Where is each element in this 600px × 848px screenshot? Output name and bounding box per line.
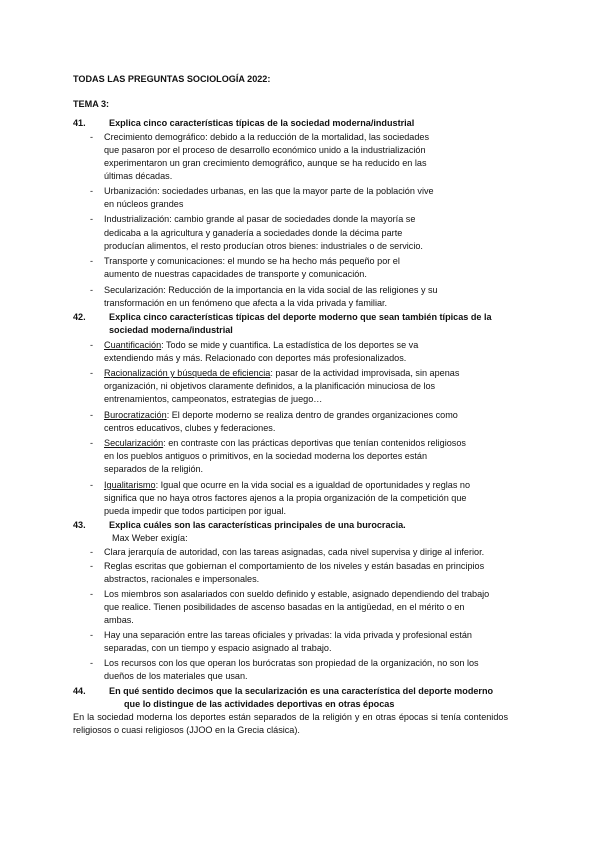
document-title: TODAS LAS PREGUNTAS SOCIOLOGÍA 2022: — [73, 74, 271, 84]
list-item-line: dueños de los materiales que usan. — [104, 671, 248, 681]
bullet-dash: - — [90, 438, 94, 448]
term-label: Cuantificación — [104, 340, 162, 350]
list-item-line: Secularización: en contraste con las prácticas deportivas que tenían contenidos religiosos — [104, 438, 466, 448]
list-item-line: pueda impedir que todos participen por igual. — [104, 506, 286, 516]
list-item-line: Hay una separación entre las tareas oficiales y privadas: la vida privada y profesional están — [104, 630, 472, 640]
term-label: Secularización — [104, 438, 164, 448]
question-text: Explica cinco características típicas del deporte moderno que sean también típicas de la — [109, 312, 492, 322]
list-item-line: experimentaron un gran crecimiento demográfico, aunque se ha reducido en las — [104, 158, 427, 168]
term-label: Racionalización y búsqueda de eficiencia — [104, 368, 271, 378]
term-label: Burocratización — [104, 410, 167, 420]
list-item-line: Urbanización: sociedades urbanas, en las que la mayor parte de la población vive — [104, 186, 434, 196]
list-item-line: en núcleos grandes — [104, 199, 184, 209]
bullet-dash: - — [90, 561, 94, 571]
question-text: Explica cinco características típicas de la sociedad moderna/industrial — [109, 118, 415, 128]
list-item-line: Crecimiento demográfico: debido a la reducción de la mortalidad, las sociedades — [104, 132, 430, 142]
bullet-dash: - — [90, 410, 94, 420]
list-item-line: centros educativos, clubes y federaciones. — [104, 423, 276, 433]
list-item-line: dedicaba a la agricultura y ganadería a sociedades donde la décima parte — [104, 228, 403, 238]
answer-paragraph: En la sociedad moderna los deportes están separados de la religión y en otras épocas si tenía contenidos religiosos o cuasi religiosos (JJOO en la Grecia clásica). — [73, 712, 508, 735]
bullet-dash: - — [90, 589, 94, 599]
bullet-dash: - — [90, 214, 94, 224]
list-item-line: significa que no haya otros factores ajenos a la propia organización de la competición que — [104, 493, 467, 503]
list-item-line: Los recursos con los que operan los burócratas son propiedad de la organización, no son los — [104, 658, 479, 668]
list-item-line: Igualitarismo: Igual que ocurre en la vida social es a igualdad de oportunidades y reglas no — [104, 480, 471, 490]
list-item-line: Reglas escritas que gobiernan el comportamiento de los niveles y están basadas en principios — [104, 561, 485, 571]
bullet-dash: - — [90, 547, 94, 557]
bullet-dash: - — [90, 256, 94, 266]
bullet-dash: - — [90, 658, 94, 668]
bullet-dash: - — [90, 186, 94, 196]
list-item-line: Secularización: Reducción de la importancia en la vida social de las religiones y su — [104, 285, 438, 295]
question-number: 42. — [73, 312, 86, 322]
question-text: que lo distingue de las actividades deportivas en otras épocas — [124, 699, 395, 709]
list-item-line: ambas. — [104, 615, 134, 625]
list-item-line: Transporte y comunicaciones: el mundo se ha hecho más pequeño por el — [104, 256, 400, 266]
intro-text: Max Weber exigía: — [112, 533, 188, 543]
list-item-line: separados de la religión. — [104, 464, 204, 474]
bullet-dash: - — [90, 368, 94, 378]
question-number: 41. — [73, 118, 86, 128]
list-item-line: Cuantificación: Todo se mide y cuantifica. La estadística de los deportes se va — [104, 340, 419, 350]
bullet-dash: - — [90, 480, 94, 490]
list-item-line: en los pueblos antiguos o primitivos, en la sociedad moderna los deportes están — [104, 451, 428, 461]
list-item-line: abstractos, racionales e impersonales. — [104, 574, 260, 584]
list-item-line: entrenamientos, campeonatos, estrategias de juego… — [104, 394, 323, 404]
bullet-dash: - — [90, 340, 94, 350]
term-label: Igualitarismo — [104, 480, 156, 490]
list-item-line: producían alimentos, el resto producían otros bienes: industriales o de servicio. — [104, 241, 423, 251]
list-item-line: que realice. Tienen posibilidades de ascenso basadas en la antigüedad, en el mérito o en — [104, 602, 465, 612]
question-text: sociedad moderna/industrial — [109, 325, 233, 335]
bullet-dash: - — [90, 132, 94, 142]
list-item-line: Industrialización: cambio grande al pasar de sociedades donde la mayoría se — [104, 214, 416, 224]
list-item-line: Burocratización: El deporte moderno se realiza dentro de grandes organizaciones como — [104, 410, 458, 420]
list-item-line: organización, ni objetivos claramente definidos, a la planificación minuciosa de los — [104, 381, 436, 391]
bullet-dash: - — [90, 285, 94, 295]
list-item-line: Racionalización y búsqueda de eficiencia: pasar de la actividad improvisada, sin apenas — [104, 368, 460, 378]
question-number: 43. — [73, 520, 86, 530]
topic-heading: TEMA 3: — [73, 99, 110, 109]
list-item-line: Los miembros son asalariados con sueldo definido y estable, asignado dependiendo del trabajo — [104, 589, 490, 599]
list-item-line: aumento de nuestras capacidades de transporte y comunicación. — [104, 269, 367, 279]
question-text: En qué sentido decimos que la secularización es una característica del deporte moderno — [109, 686, 494, 696]
list-item-line: separadas, con un tiempo y espacio asignado al trabajo. — [104, 643, 332, 653]
list-item-line: extendiendo más y más. Relacionado con deportes más profesionalizados. — [104, 353, 407, 363]
question-number: 44. — [73, 686, 86, 696]
list-item-line: últimas décadas. — [104, 171, 173, 181]
bullet-dash: - — [90, 630, 94, 640]
list-item-line: transformación en un fenómeno que afecta a la vida privada y familiar. — [104, 298, 388, 308]
list-item-line: Clara jerarquía de autoridad, con las tareas asignadas, cada nivel supervisa y dirige al inferior. — [104, 547, 485, 557]
question-text: Explica cuáles son las características principales de una burocracia. — [109, 520, 406, 530]
list-item-line: que pasaron por el proceso de desarrollo económico unido a la industrialización — [104, 145, 426, 155]
